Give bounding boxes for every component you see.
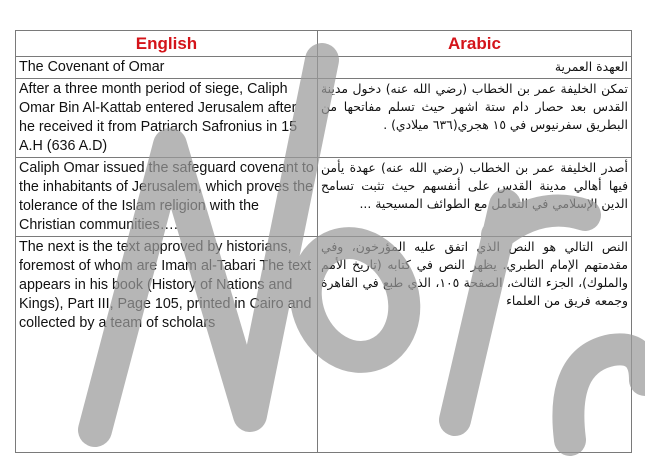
arabic-cell: العهدة العمرية	[318, 57, 632, 79]
english-cell: The Covenant of Omar	[16, 57, 318, 79]
english-column-header: English	[16, 31, 318, 57]
table-row	[16, 158, 632, 237]
english-cell: The next is the text approved by historians, foremost of whom are Imam al-Tabari The text appears in his book (History of Nations and Kings), Part III, Page 105, printed in Cairo and collected by a team of scholars	[16, 237, 318, 453]
table-row	[16, 237, 632, 453]
arabic-cell: تمكن الخليفة عمر بن الخطاب (رضي الله عنه) دخول مدينة القدس بعد حصار دام ستة اشهر حيث تسلم مفاتحها من البطريق سفرنيوس في ١٥ هجري(٦٣٦ ميلادي) .	[318, 79, 632, 158]
table-row	[16, 57, 632, 79]
arabic-column-header: Arabic	[318, 31, 632, 57]
header-row	[16, 31, 632, 57]
table-row	[16, 79, 632, 158]
translation-table	[15, 30, 632, 453]
arabic-cell: أصدر الخليفة عمر بن الخطاب (رضي الله عنه) عهدة يأمن فيها أهالي مدينة القدس على أنفسهم حيث تثبت تسامح الدين الإسلامي في التعامل مع الطوائف المسيحية ...	[318, 158, 632, 237]
english-cell: After a three month period of siege, Caliph Omar Bin Al-Kattab entered Jerusalem after he received it from Patriarch Safronius in 15 A.H (636 A.D)	[16, 79, 318, 158]
arabic-cell: النص التالي هو النص الذي اتفق عليه المؤرخون، وفي مقدمتهم الإمام الطبري. يظهر النص في كتابه (تاريخ الأمم والملوك)، الجزء الثالث، الصفحة ١٠٥، الذي طبع في القاهرة وجمعه فريق من العلماء	[318, 237, 632, 453]
english-cell: Caliph Omar issued the safeguard covenant to the inhabitants of Jerusalem, which proves the tolerance of the Islam religion with the Christian communities….	[16, 158, 318, 237]
